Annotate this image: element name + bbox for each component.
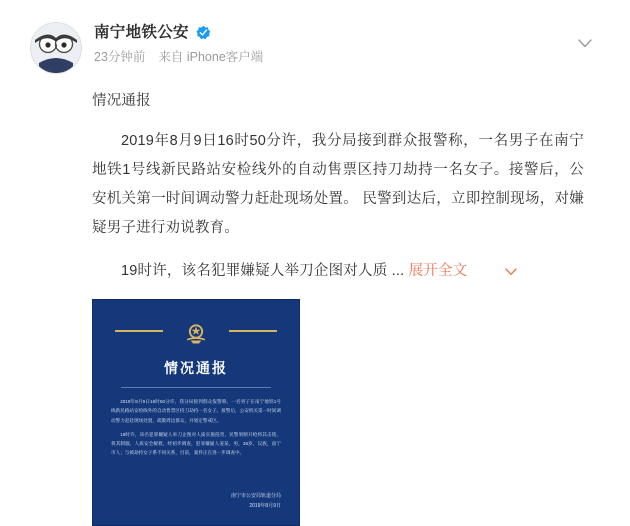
notice-signature-date: 2019年8月9日 <box>249 502 281 509</box>
notice-image[interactable] <box>92 299 300 526</box>
notice-divider <box>121 387 271 388</box>
emblem-rule-right <box>229 330 277 332</box>
notice-paragraph-1: 2019年8月9日16时50分许，我分局接到群众报警称，一名男子在南宁地铁1号线新民路站安检线外的自动售票区持刀劫持一名女子。接警后，公安机关第一时间调动警力赶赴现场处置，疏散周边群众，并划定警戒区。 <box>111 399 281 423</box>
name-row <box>94 25 594 41</box>
notice-body <box>103 397 289 457</box>
chevron-down-icon <box>476 258 517 287</box>
avatar[interactable] <box>30 22 82 74</box>
notice-paragraph-2: 19时许，该名犯罪嫌疑人举刀企图对人质实施侵害，民警果断开枪将其击毙，将其制服，人质安全解救，经初步调查，犯罪嫌疑人姜某，男，36岁，汉族，南宁市人；与被劫持女子系不同关系，目前，案件正在进一步调查中。 <box>111 431 281 456</box>
verified-badge-icon <box>196 25 211 40</box>
post-paragraph-2: 19时许，该名犯罪嫌疑人举刀企图对人质 ... <box>121 263 405 280</box>
police-emblem-icon <box>103 318 289 348</box>
post-paragraph-2-wrap <box>92 257 584 287</box>
notice-signature-org: 南宁市公安局轨道分局 <box>230 493 281 500</box>
expand-full-text-button[interactable] <box>409 263 517 279</box>
notice-signature <box>231 492 281 511</box>
emblem-rule-left <box>115 330 163 332</box>
notice-title: 情况通报 <box>164 360 228 377</box>
post-title: 情况通报 <box>92 93 151 109</box>
post-paragraph-1: 2019年8月9日16时50分许，我分局接到群众报警称，一名男子在南宁地铁1号线新民路站安检线外的自动售票区持刀劫持一名女子。接警后，公安机关第一时间调动警力赶赴现场处置。 民警到达后，立即控制现场，对嫌疑男子进行劝说教育。 <box>92 133 584 237</box>
post-image-wrap <box>30 299 594 526</box>
author-info <box>94 22 594 65</box>
author-name[interactable]: 南宁地铁公安 <box>94 24 189 41</box>
post-header <box>30 22 594 74</box>
post-source[interactable]: 来自 iPhone客户端 <box>158 49 264 64</box>
expand-full-text-label: 展开全文 <box>408 263 468 280</box>
post-time[interactable]: 23分钟前 <box>94 49 146 64</box>
post-meta <box>94 50 594 65</box>
chevron-down-icon[interactable] <box>576 34 594 52</box>
post-body <box>30 90 594 287</box>
